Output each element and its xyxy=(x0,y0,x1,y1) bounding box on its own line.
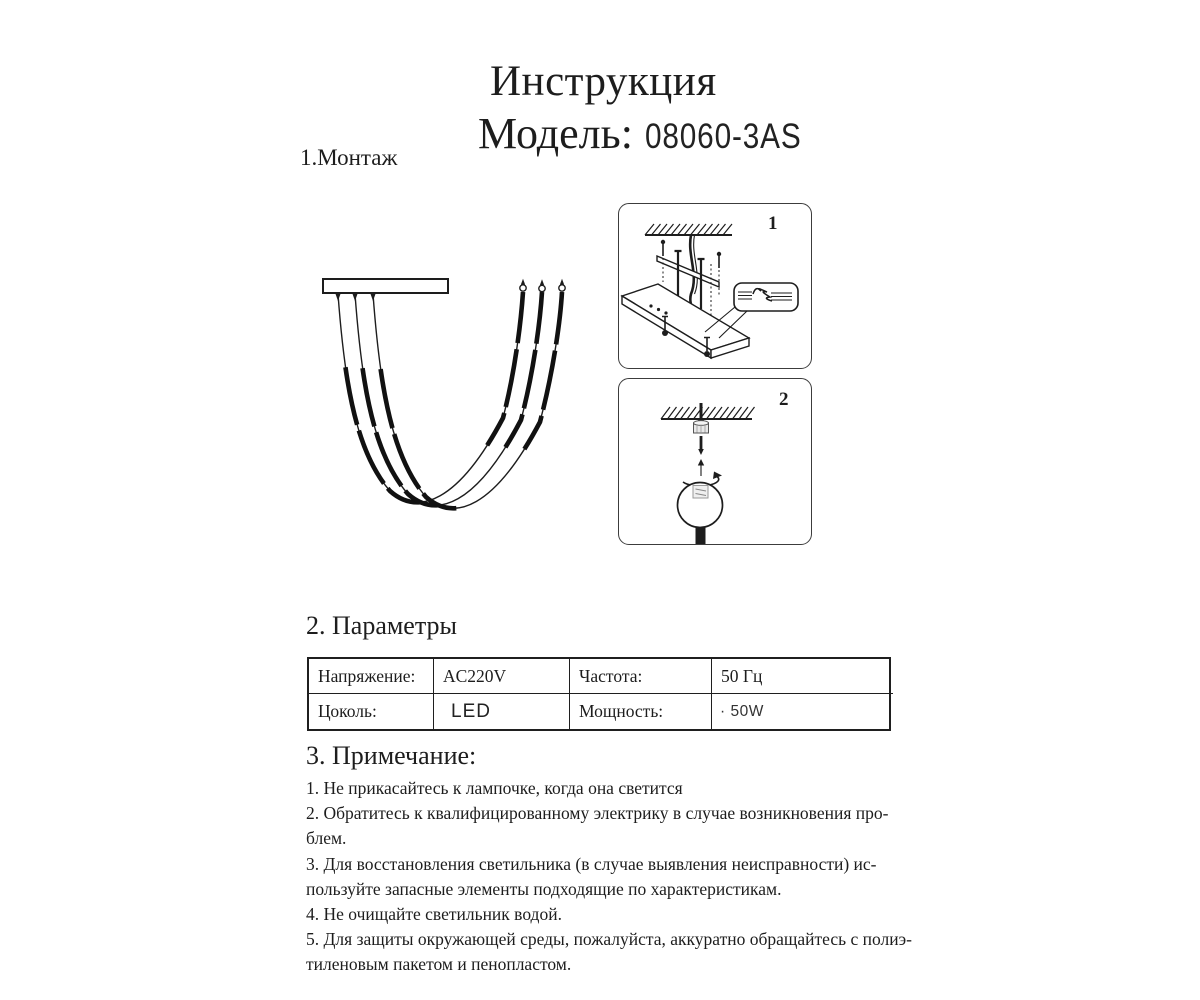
param-value-socket: LED xyxy=(434,694,570,729)
note-line: блем. xyxy=(306,828,347,849)
note-line: тиленовым пакетом и пенопластом. xyxy=(306,954,572,975)
lamp-socket xyxy=(694,421,709,433)
note-line: 3. Для восстановления светильника (в случае выявления неисправности) ис- xyxy=(306,853,877,874)
param-value-frequency: 50 Гц xyxy=(712,659,893,694)
figure-step1 xyxy=(618,203,812,369)
figure-step2 xyxy=(618,378,812,545)
section-heading-montage: 1.Монтаж xyxy=(300,145,398,170)
mounting-bracket xyxy=(657,256,719,287)
note-line: 2. Обратитесь к квалифицированному электрику в случае возникновения про- xyxy=(306,803,889,824)
note-line: 1. Не прикасайтесь к лампочке, когда она светится xyxy=(306,778,683,798)
bulb-globe xyxy=(678,483,723,528)
param-label-frequency: Частота: xyxy=(570,659,712,694)
parameters-table xyxy=(307,657,891,731)
param-label-voltage: Напряжение: xyxy=(309,659,434,694)
param-label-socket: Цоколь: xyxy=(309,694,434,729)
note-line: 5. Для защиты окружающей среды, пожалуйста, аккуратно обращайтесь с полиэ- xyxy=(306,929,912,950)
model-number: 08060-3AS xyxy=(644,117,802,156)
model-line xyxy=(478,109,829,158)
note-line: 4. Не очищайте светильник водой. xyxy=(306,904,562,925)
param-label-power: Мощность: xyxy=(570,694,712,729)
ceiling-hatch xyxy=(645,224,732,235)
section-heading-notes: 3. Примечание: xyxy=(306,741,477,770)
param-value-power: · 50W xyxy=(720,702,764,720)
section-heading-params: 2. Параметры xyxy=(306,611,457,640)
canopy-plate xyxy=(622,284,749,358)
step1-number: 1 xyxy=(768,213,778,234)
param-value-voltage: AC220V xyxy=(434,659,570,694)
canopy-bar xyxy=(323,279,448,293)
page-title: Инструкция xyxy=(490,58,717,105)
notes-list xyxy=(306,776,912,978)
alignment-arrows xyxy=(698,436,704,476)
lamp-drawing xyxy=(290,250,610,530)
led-tube-segments xyxy=(338,292,562,508)
step2-number: 2 xyxy=(779,389,789,410)
cable-end-connectors xyxy=(520,279,565,292)
ceiling-hatch xyxy=(661,407,755,419)
model-label: Модель: xyxy=(478,109,633,158)
suspension-cables xyxy=(338,292,562,508)
note-line: пользуйте запасные элементы подходящие по характеристикам. xyxy=(306,878,782,899)
cable-stub xyxy=(696,527,706,544)
